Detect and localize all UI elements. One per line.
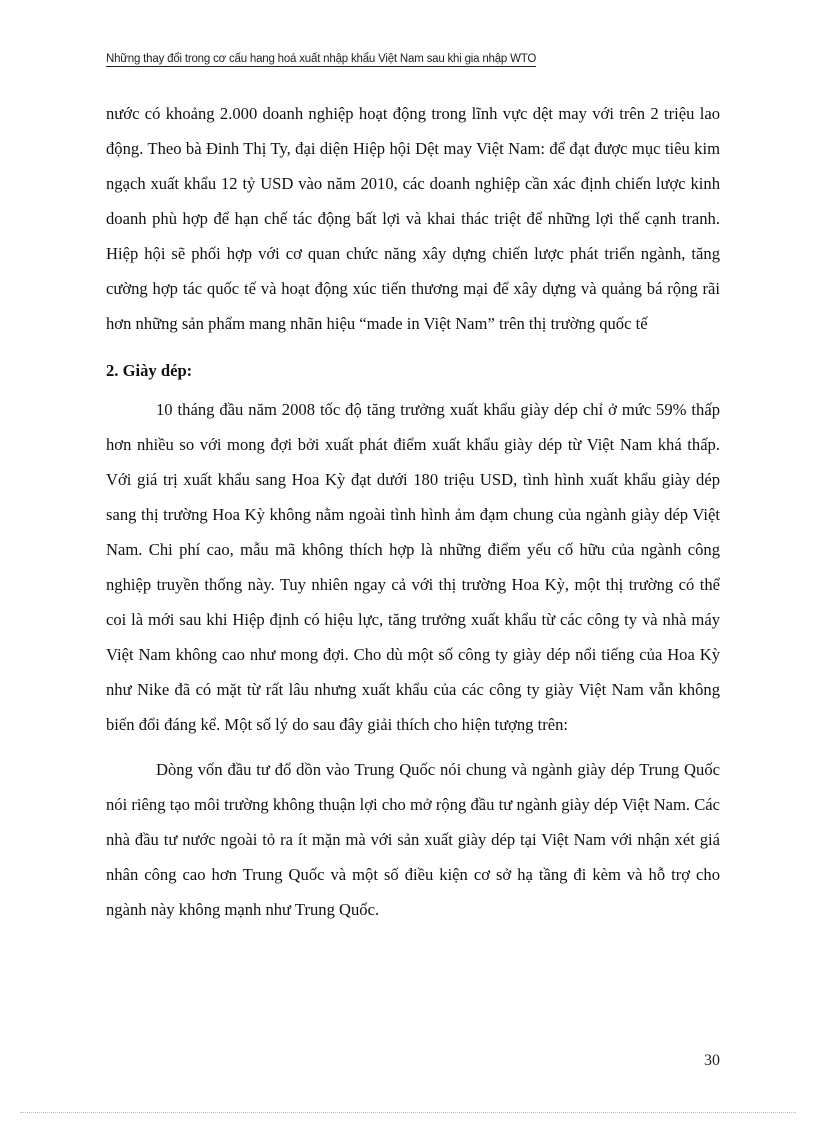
section-heading: 2. Giày dép: bbox=[106, 361, 193, 380]
body-paragraph-1: nước có khoảng 2.000 doanh nghiệp hoạt động trong lĩnh vực dệt may với trên 2 triệu lao động. Theo bà Đinh Thị Ty, đại diện Hiệp hội Dệt may Việt Nam: để đạt được mục tiêu kim ngạch xuất khẩu 12 tỷ USD vào năm 2010, các doanh nghiệp cần xác định chiến lược kinh doanh phù hợp để hạn chế tác động bất lợi và khai thác triệt để những lợi thế cạnh tranh. Hiệp hội sẽ phối hợp với cơ quan chức năng xây dựng chiến lược phát triển ngành, tăng cường hợp tác quốc tế và hoạt động xúc tiến thương mại để xây dựng và quảng bá rộng rãi hơn những sản phẩm mang nhãn hiệu “made in Việt Nam” trên thị trường quốc tế bbox=[106, 104, 720, 333]
page-number: 30 bbox=[704, 1052, 720, 1069]
page-bottom-border bbox=[20, 1112, 796, 1113]
running-header-title: Những thay đổi trong cơ cấu hang hoá xuất nhập khẩu Việt Nam sau khi gia nhập WTO bbox=[106, 53, 537, 65]
body-paragraph-3: Dòng vốn đầu tư đổ dồn vào Trung Quốc nói chung và ngành giày dép Trung Quốc nói riêng tạo môi trường không thuận lợi cho mở rộng đầu tư ngành giày dép Việt Nam. Các nhà đầu tư nước ngoài tỏ ra ít mặn mà với sản xuất giày dép tại Việt Nam với nhận xét giá nhân công cao hơn Trung Quốc và một số điều kiện cơ sở hạ tầng đi kèm và hỗ trợ cho ngành này không mạnh như Trung Quốc. bbox=[106, 760, 720, 919]
running-header bbox=[106, 53, 716, 65]
body-paragraph-2: 10 tháng đầu năm 2008 tốc độ tăng trưởng xuất khẩu giày dép chỉ ở mức 59% thấp hơn nhiều so với mong đợi bởi xuất phát điểm xuất khẩu giày dép từ Việt Nam khá thấp. Với giá trị xuất khẩu sang Hoa Kỳ đạt dưới 180 triệu USD, tình hình xuất khẩu giày dép sang thị trường Hoa Kỳ không nằm ngoài tình hình ảm đạm chung của ngành giày dép Việt Nam. Chi phí cao, mẫu mã không thích hợp là những điểm yếu cố hữu của ngành công nghiệp truyền thống này. Tuy nhiên ngay cả với thị trường Hoa Kỳ, một thị trường có thể coi là mới sau khi Hiệp định có hiệu lực, tăng trưởng xuất khẩu từ các công ty và nhà máy Việt Nam không cao như mong đợi. Cho dù một số công ty giày dép nổi tiếng của Hoa Kỳ như Nike đã có mặt từ rất lâu nhưng xuất khẩu của các công ty giày Việt Nam vẫn không biến đổi đáng kể. Một số lý do sau đây giải thích cho hiện tượng trên: bbox=[106, 400, 720, 734]
page-body bbox=[106, 96, 720, 927]
